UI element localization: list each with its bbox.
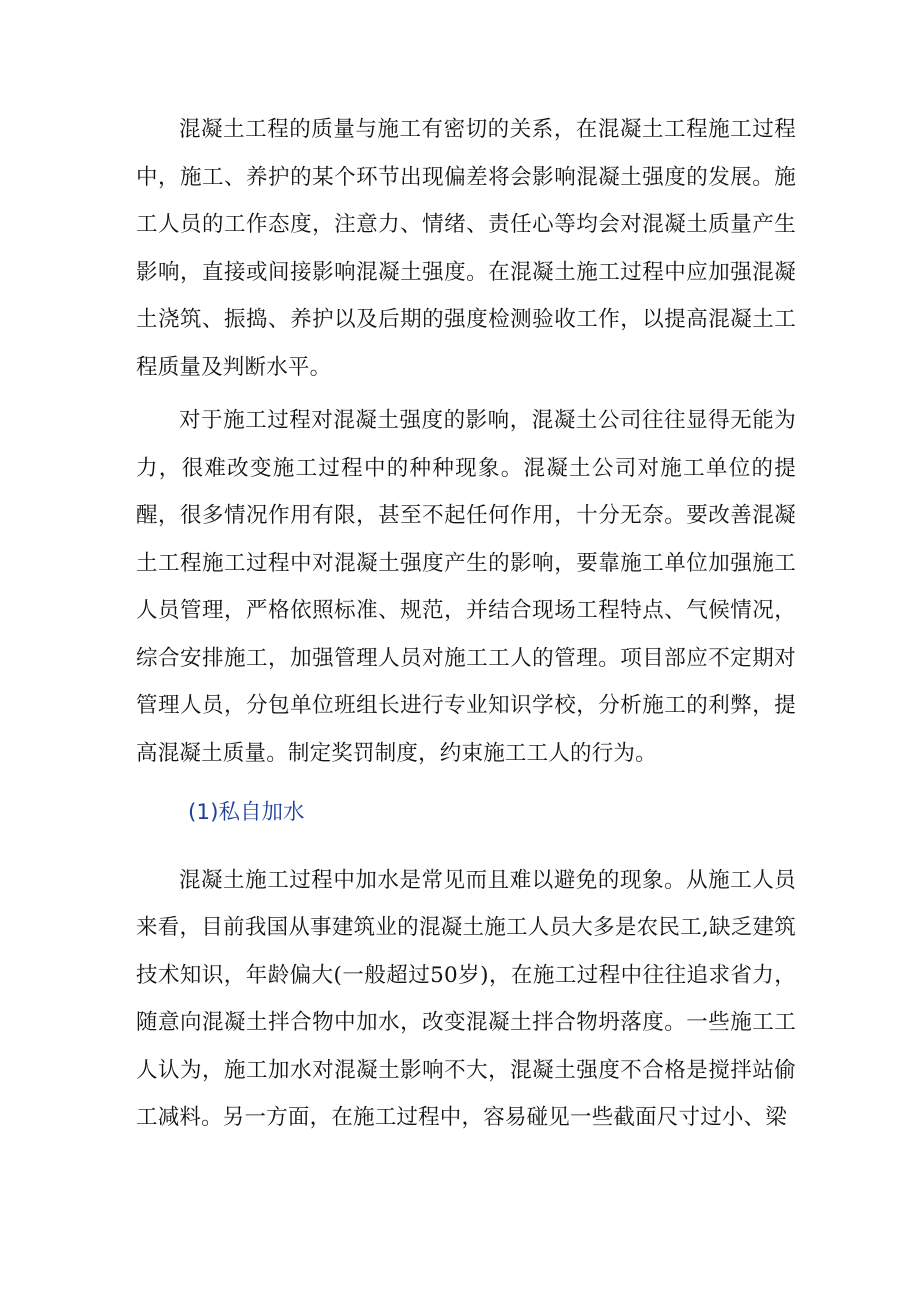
paragraph-construction-influence: 对于施工过程对混凝土强度的影响，混凝土公司往往显得无能为力，很难改变施工过程中的种种现象。混凝土公司对施工单位的提醒，很多情况作用有限，甚至不起任何作用，十分无奈。要改善混凝土工程施工过程中对混凝土强度产生的影响，要靠施工单位加强施工人员管理，严格依照标准、规范，并结合现场工程特点、气候情况，综合安排施工，加强管理人员对施工工人的管理。项目部应不定期对管理人员，分包单位班组长进行专业知识学校，分析施工的利弊，提高混凝土质量。制定奖罚制度，约束施工工人的行为。 <box>136 408 796 766</box>
paragraph-concrete-quality: 混凝土工程的质量与施工有密切的关系，在混凝土工程施工过程中，施工、养护的某个环节出现偏差将会影响混凝土强度的发展。施工人员的工作态度，注意力、情绪、责任心等均会对混凝土质量产生影响，直接或间接影响混凝土强度。在混凝土施工过程中应加强混凝土浇筑、振捣、养护以及后期的强度检测验收工作，以提高混凝土工程质量及判断水平。 <box>136 117 796 380</box>
section-heading: (1)私自加水 <box>188 800 305 825</box>
paragraph-adding-water: 混凝土施工过程中加水是常见而且难以避免的现象。从施工人员来看，目前我国从事建筑业的混凝土施工人员大多是农民工,缺乏建筑技术知识，年龄偏大(一般超过50岁)，在施工过程中往往追求省力，随意向混凝土拌合物中加水，改变混凝土拌合物坍落度。一些施工工人认为，施工加水对混凝土影响不大，混凝土强度不合格是搅拌站偷工减料。另一方面，在施工过程中，容易碰见一些截面尺寸过小、梁 <box>136 867 796 1130</box>
